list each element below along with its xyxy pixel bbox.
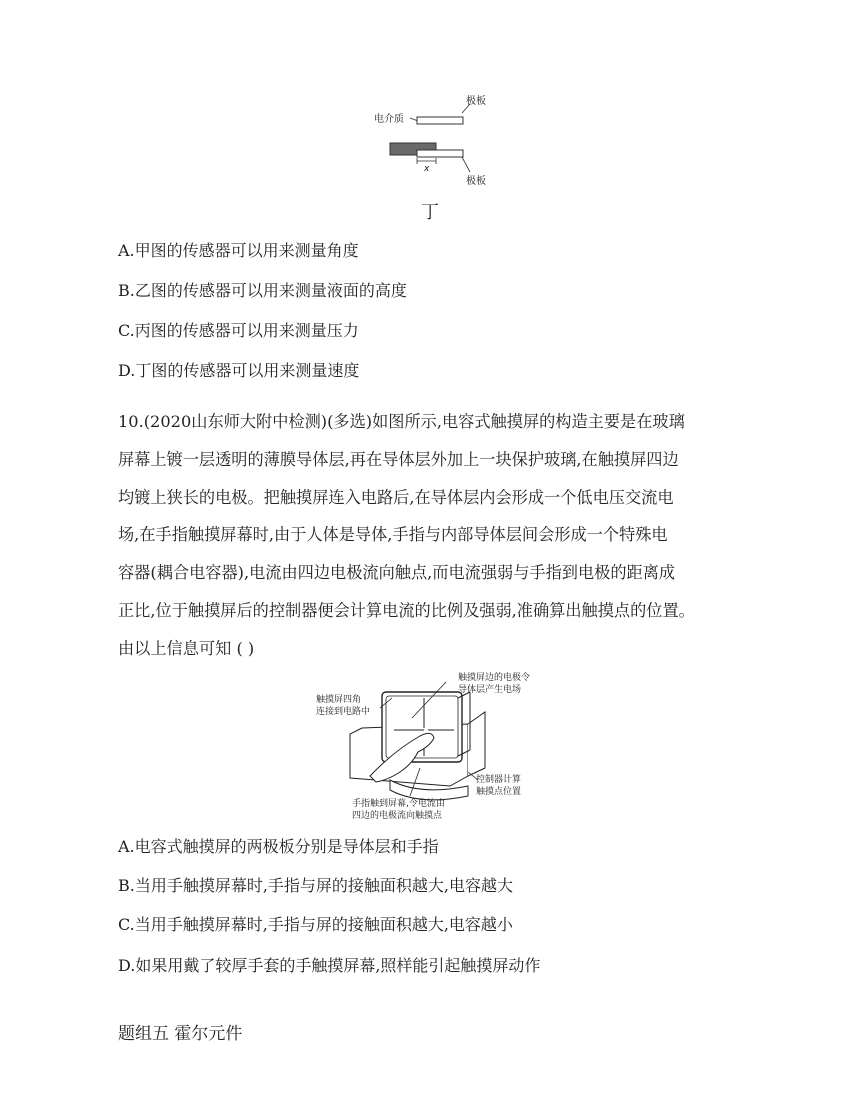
label-dielectric: 电介质 <box>374 114 404 125</box>
q10-line: 正比,位于触摸屏后的控制器便会计算电流的比例及强弱,准确算出触摸点的位置。 <box>118 600 695 620</box>
q10-line: 均镀上狭长的电极。把触摸屏连入电路后,在导体层内会形成一个低电压交流电 <box>118 487 674 507</box>
q10-line: 容器(耦合电容器),电流由四边电极流向触点,而电流强弱与手指到电极的距离成 <box>118 563 676 583</box>
bottom-plate <box>417 150 463 157</box>
section-heading: 题组五 霍尔元件 <box>118 1024 243 1044</box>
q9-option-c: C.丙图的传感器可以用来测量压力 <box>118 321 359 340</box>
figure-caption: 丁 <box>421 202 439 223</box>
q9-option-d: D.丁图的传感器可以用来测量速度 <box>118 361 360 380</box>
touchscreen-figure <box>300 668 560 828</box>
q9-option-b: B.乙图的传感器可以用来测量液面的高度 <box>118 281 407 300</box>
q10-line: 由以上信息可知 ( ) <box>118 638 255 658</box>
label-plate-bottom: 极板 <box>466 176 486 187</box>
label-x: x <box>424 164 430 174</box>
label-corners-2: 连接到电路中 <box>316 707 371 717</box>
label-corners-1: 触摸屏四角 <box>316 695 362 705</box>
touchscreen-panel <box>382 692 462 762</box>
q10-line: 10.(2020山东师大附中检测)(多选)如图所示,电容式触摸屏的构造主要是在玻璃 <box>118 412 685 431</box>
q10-option-d: D.如果用戴了较厚手套的手触摸屏幕,照样能引起触摸屏动作 <box>118 956 541 975</box>
label-controller-1: 控制器计算 <box>476 775 522 785</box>
q10-option-c: C.当用手触摸屏幕时,手指与屏的接触面积越大,电容越小 <box>118 915 513 934</box>
q9-option-a: A.甲图的传感器可以用来测量角度 <box>118 241 359 260</box>
q10-option-a: A.电容式触摸屏的两极板分别是导体层和手指 <box>118 837 439 856</box>
q10-line: 场,在手指触摸屏幕时,由于人体是导体,手指与内部导体层间会形成一个特殊电 <box>118 525 668 545</box>
label-finger-1: 手指触到屏幕,令电流由 <box>352 799 445 809</box>
q10-stem <box>118 403 760 668</box>
label-controller-2: 触摸点位置 <box>476 787 522 797</box>
q10-option-b: B.当用手触摸屏幕时,手指与屏的接触面积越大,电容越大 <box>118 876 514 895</box>
label-plate-top: 极板 <box>466 96 486 107</box>
q10-line: 屏幕上镀一层透明的薄膜导体层,再在导体层外加上一块保护玻璃,在触摸屏四边 <box>118 449 679 469</box>
capacitor-dielectric-figure <box>360 88 510 198</box>
label-edge-2: 导体层产生电场 <box>458 685 522 695</box>
label-finger-2: 四边的电极流向触摸点 <box>352 811 443 821</box>
label-edge-1: 触摸屏边的电极令 <box>458 673 531 683</box>
top-plate <box>417 117 463 124</box>
